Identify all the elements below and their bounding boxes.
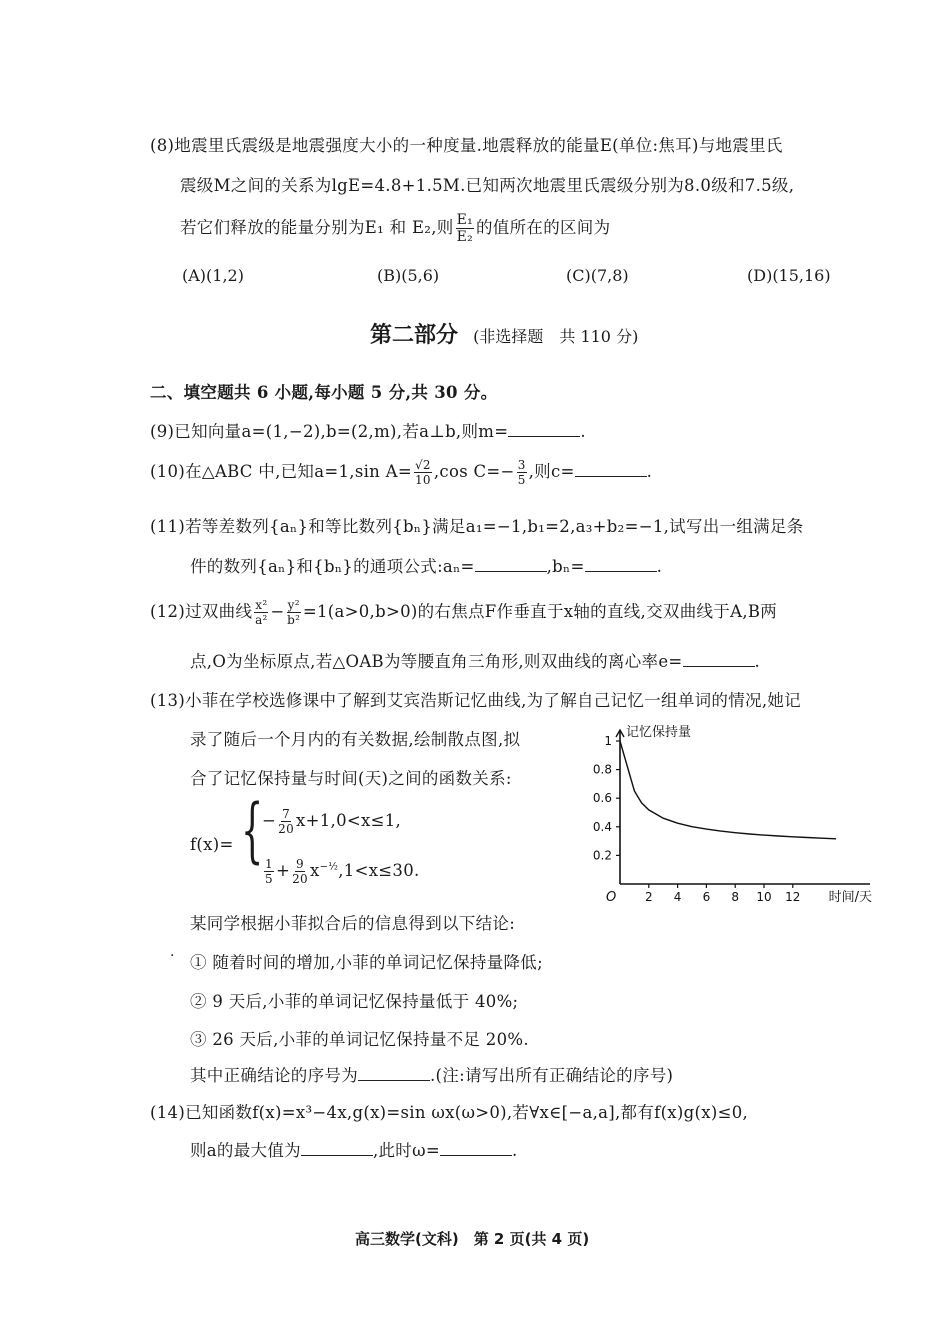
x-tick-label: 4 <box>673 890 682 904</box>
q14-line2b: ,此时ω= <box>372 1141 440 1160</box>
q11-line2 <box>190 553 662 577</box>
q10-pre: (10)在△ABC 中,已知a=1,sin A= <box>150 462 412 481</box>
q10-frac-cosC <box>517 459 527 486</box>
q14-a-blank[interactable] <box>301 1154 373 1156</box>
q13-case2-plus: + <box>275 861 291 880</box>
q10-end: . <box>646 462 653 481</box>
q11-an-blank[interactable] <box>475 570 547 572</box>
q11-end: . <box>656 557 663 576</box>
q12-line2-text: 点,O为坐标原点,若△OAB为等腰直角三角形,则双曲线的离心率e= <box>190 652 683 671</box>
q13-case2-n1: 1 <box>265 857 273 871</box>
q13-case2-x: x <box>309 861 320 880</box>
q12-frac1-num: x² <box>255 598 268 612</box>
q9-answer-blank[interactable] <box>508 435 580 437</box>
q13-line3: 合了记忆保持量与时间(天)之间的函数关系: <box>190 769 512 788</box>
q8-fraction <box>456 213 474 244</box>
q8-choice-c: (C)(7,8) <box>566 266 629 285</box>
q10-frac1-num: √2 <box>414 458 431 472</box>
q8-line1: (8)地震里氏震级是地震强度大小的一种度量.地震释放的能量E(单位:焦耳)与地震里氏 <box>150 136 783 155</box>
x-tick-label: 2 <box>644 890 653 904</box>
y-tick-label: 0.8 <box>592 762 612 777</box>
q13-ask <box>190 1062 673 1086</box>
q13-case1-den: 20 <box>278 822 295 836</box>
q13-case2-tail: ,1<x≤30. <box>338 861 420 880</box>
q13-case1-num: 7 <box>282 807 291 821</box>
y-axis-label: 记忆保持量 <box>626 725 692 740</box>
part2-title: 第二部分 <box>370 323 459 348</box>
q11-line2b: ,bₙ= <box>546 557 585 576</box>
q13-case2-frac2 <box>292 858 308 885</box>
q13-fx-label: f(x)= <box>190 835 234 854</box>
q12-line1 <box>150 598 777 626</box>
q8-frac-den: E₂ <box>456 229 473 245</box>
q13-case1-pre: − <box>262 811 277 830</box>
q11-bn-blank[interactable] <box>585 570 657 572</box>
y-tick-label: 0.4 <box>592 819 612 834</box>
q8-choice-d: (D)(15,16) <box>747 266 831 285</box>
q12-answer-blank[interactable] <box>683 665 755 667</box>
q12-frac2-den: b² <box>287 613 301 627</box>
chart-layer <box>593 724 872 905</box>
q13-case2-d2: 20 <box>292 872 308 886</box>
q8-line3-text-a: 若它们释放的能量分别为E₁ 和 E₂,则 <box>180 218 454 237</box>
q12-frac1-den: a² <box>255 613 268 627</box>
q8-choice-a: (A)(1,2) <box>182 266 244 285</box>
x-tick-label: 10 <box>756 890 772 904</box>
q13-case2-frac1 <box>264 858 274 885</box>
q14-omega-blank[interactable] <box>440 1154 512 1156</box>
q12-end: . <box>754 652 761 671</box>
q13-case2-n2: 9 <box>296 857 304 871</box>
y-tick-label: 1 <box>604 734 612 748</box>
q13-conclusion-3: ③ 26 天后,小菲的单词记忆保持量不足 20%. <box>190 1030 529 1049</box>
q12-post: =1(a>0,b>0)的右焦点F作垂直于x轴的直线,交双曲线于A,B两 <box>302 602 778 621</box>
q13-conclude: 某同学根据小菲拟合后的信息得到以下结论: <box>190 914 516 933</box>
q11-line1: (11)若等差数列{aₙ}和等比数列{bₙ}满足a₁=−1,b₁=2,a₃+b₂=−1,试写出一组满足条 <box>150 517 804 536</box>
q13-case1 <box>262 808 401 835</box>
q13-case1-frac <box>278 808 294 835</box>
q8-choice-b: (B)(5,6) <box>377 266 440 285</box>
q13-ask-post: .(注:请写出所有正确结论的序号) <box>430 1066 674 1085</box>
q10-mid: ,cos C=− <box>433 462 515 481</box>
q8-line3-text-b: 的值所在的区间为 <box>476 218 611 237</box>
part2-subtitle: (非选择题 共 110 分) <box>473 327 639 346</box>
q9 <box>150 418 586 442</box>
q13-case2 <box>262 858 420 885</box>
q10-frac-sinA <box>414 459 432 486</box>
q13-ask-pre: 其中正确结论的序号为 <box>190 1066 358 1085</box>
q12-frac-x <box>254 599 268 626</box>
bullet-dot: · <box>170 948 175 964</box>
section2-heading: 二、填空题共 6 小题,每小题 5 分,共 30 分。 <box>150 383 498 402</box>
q13-conclusion-1: ① 随着时间的增加,小菲的单词记忆保持量降低; <box>190 953 543 972</box>
q8-line3 <box>180 213 610 244</box>
q13-line1: (13)小菲在学校选修课中了解到艾宾浩斯记忆曲线,为了解自己记忆一组单词的情况,她记 <box>150 691 801 710</box>
q12-frac-y <box>287 599 301 626</box>
q13-line2: 录了随后一个月内的有关数据,绘制散点图,拟 <box>190 730 521 749</box>
y-tick-label: 0.6 <box>592 791 612 806</box>
x-tick-label: 12 <box>785 890 801 904</box>
q10 <box>150 458 652 486</box>
q13-conclusion-2: ② 9 天后,小菲的单词记忆保持量低于 40%; <box>190 992 519 1011</box>
q8-frac-num: E₁ <box>456 212 473 228</box>
q13-brace: { <box>241 789 264 871</box>
q10-frac2-den: 5 <box>517 473 526 487</box>
q14-line1: (14)已知函数f(x)=x³−4x,g(x)=sin ωx(ω>0),若∀x∈[−a,a],都有f(x)g(x)≤0, <box>150 1103 749 1122</box>
q10-frac2-num: 3 <box>517 458 526 472</box>
q13-case1-post: x+1,0<x≤1, <box>296 811 402 830</box>
x-tick-label: 6 <box>702 890 711 904</box>
q10-answer-blank[interactable] <box>575 475 647 477</box>
q9-end: . <box>580 422 586 441</box>
q12-line2 <box>190 648 760 672</box>
x-tick-label: 8 <box>731 890 740 904</box>
q13-answer-blank[interactable] <box>358 1079 430 1081</box>
q10-frac1-den: 10 <box>414 473 431 487</box>
q12-minus: − <box>270 602 285 621</box>
memory-retention-chart <box>570 716 880 906</box>
page-footer: 高三数学(文科) 第 2 页(共 4 页) <box>355 1230 590 1248</box>
q13-case2-exponent: −½ <box>319 861 339 873</box>
y-tick-label: 0.2 <box>592 848 612 863</box>
origin-label: O <box>606 890 617 905</box>
q10-post: ,则c= <box>528 462 575 481</box>
q11-line2a: 件的数列{aₙ}和{bₙ}的通项公式:aₙ= <box>190 557 475 576</box>
retention-curve <box>620 741 836 839</box>
x-axis-label: 时间/天 <box>828 890 872 905</box>
q9-text: (9)已知向量a=(1,−2),b=(2,m),若a⊥b,则m= <box>150 422 509 441</box>
q14-end: . <box>511 1141 518 1160</box>
q12-pre: (12)过双曲线 <box>150 602 253 621</box>
q14-line2 <box>190 1137 518 1161</box>
q14-line2a: 则a的最大值为 <box>190 1141 301 1160</box>
q8-line2: 震级M之间的关系为lgE=4.8+1.5M.已知两次地震里氏震级分别为8.0级和7.5级, <box>180 176 795 195</box>
q12-frac2-num: y² <box>287 598 300 612</box>
q13-case2-d1: 5 <box>265 872 273 886</box>
part2-heading <box>370 318 638 349</box>
